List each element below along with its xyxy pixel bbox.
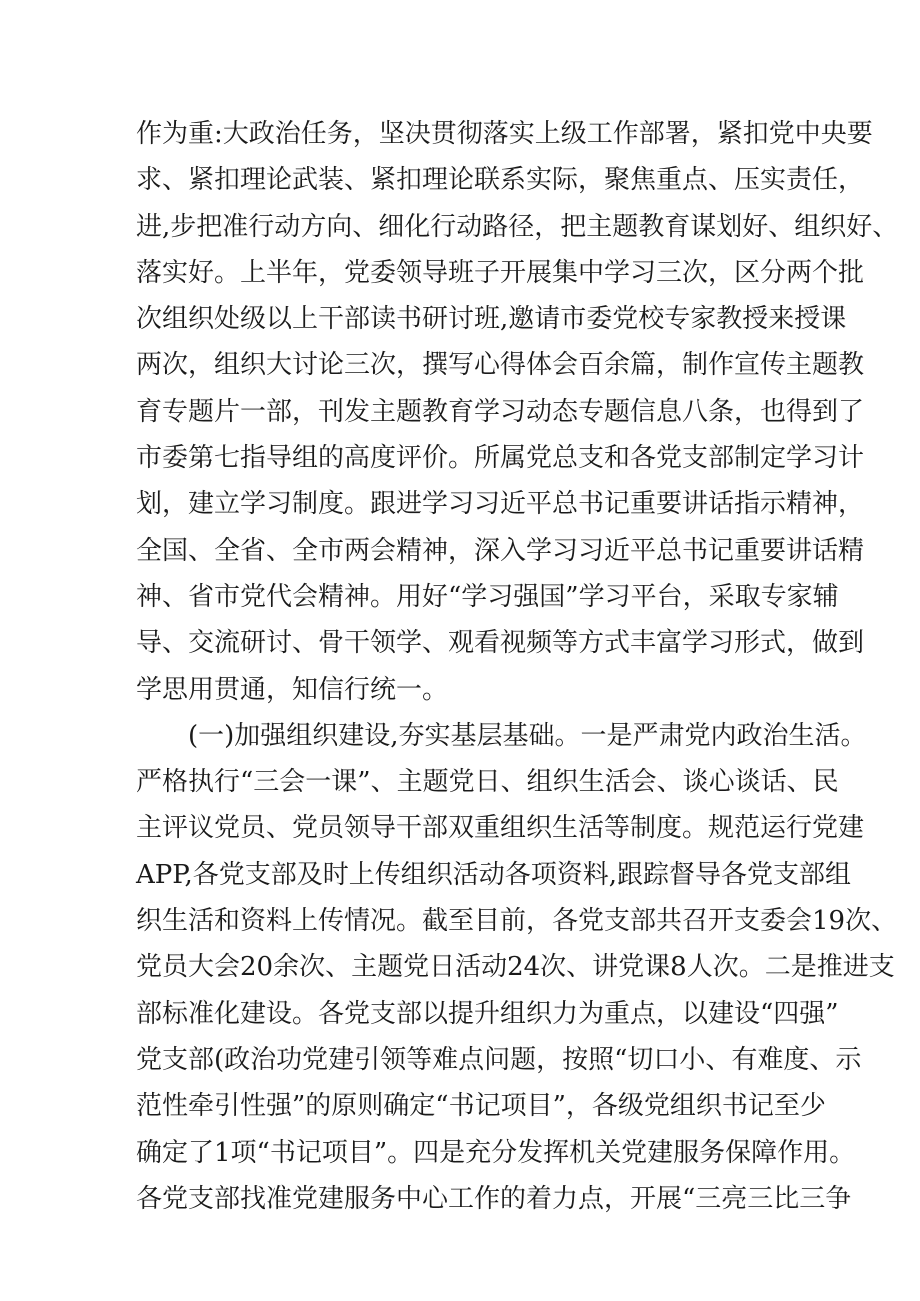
paragraph-organization-building	[136, 713, 898, 1222]
section-heading-line: (一)加强组织建设,夯实基层基础。一是严肃党内政治生活。	[188, 720, 867, 751]
text-line: 部标准化建设。各党支部以提升组织力为重点，以建设“四强”	[136, 998, 839, 1029]
text-line: APP,各党支部及时上传组织活动各项资料,跟踪督导各党支部组	[136, 859, 852, 890]
text-line: 作为重:大政治任务，坚决贯彻落实上级工作部署，紧扣党中央要	[136, 119, 873, 149]
text-line: 导、交流研讨、骨干领学、观看视频等方式丰富学习形式，做到	[136, 628, 865, 659]
text-line: 党支部(政治功党建引领等难点问题，按照“切口小、有难度、示	[136, 1044, 862, 1075]
text-line: 次组织处级以上干部读书研讨班,邀请市委党校专家教授来授课	[136, 304, 847, 335]
paragraph-study-work	[136, 111, 899, 713]
text-line: 主评议党员、党员领导干部双重组织生活等制度。规范运行党建	[136, 813, 865, 844]
text-line: 划，建立学习制度。跟进学习习近平总书记重要讲话指示精神，	[136, 489, 865, 520]
text-line: 育专题片一部，刊发主题教育学习动态专题信息八条，也得到了	[136, 396, 865, 427]
text-line: 市委第七指导组的高度评价。所属党总支和各党支部制定学习计	[136, 443, 865, 474]
text-line: 进,步把准行动方向、细化行动路径，把主题教育谋划好、组织好、	[136, 211, 899, 242]
text-line: 求、紧扣理论武装、紧扣理论联系实际，聚焦重点、压实责任，	[136, 165, 865, 196]
text-line: 党员大会20余次、主题党日活动24次、讲党课8人次。二是推进支	[136, 952, 895, 983]
text-line: 织生活和资料上传情况。截至目前，各党支部共召开支委会19次、	[136, 906, 898, 937]
document-body	[136, 111, 899, 1222]
text-line: 确定了1项“书记项目”。四是充分发挥机关党建服务保障作用。	[136, 1137, 856, 1168]
text-line: 严格执行“三会一课”、主题党日、组织生活会、谈心谈话、民	[136, 767, 839, 798]
text-line: 学思用贯通，知信行统一。	[136, 674, 449, 705]
text-line: 各党支部找准党建服务中心工作的着力点，开展“三亮三比三争	[136, 1183, 852, 1214]
text-line: 全国、全省、全市两会精神，深入学习习近平总书记重要讲话精	[136, 535, 865, 566]
text-line: 落实好。上半年，党委领导班子开展集中学习三次，区分两个批	[136, 257, 865, 288]
text-line: 神、省市党代会精神。用好“学习强国”学习平台，采取专家辅	[136, 581, 839, 612]
text-line: 范性牵引性强”的原则确定“书记项目”，各级党组织书记至少	[136, 1091, 826, 1122]
text-line: 两次，组织大讨论三次，撰写心得体会百余篇，制作宣传主题教	[136, 350, 865, 381]
